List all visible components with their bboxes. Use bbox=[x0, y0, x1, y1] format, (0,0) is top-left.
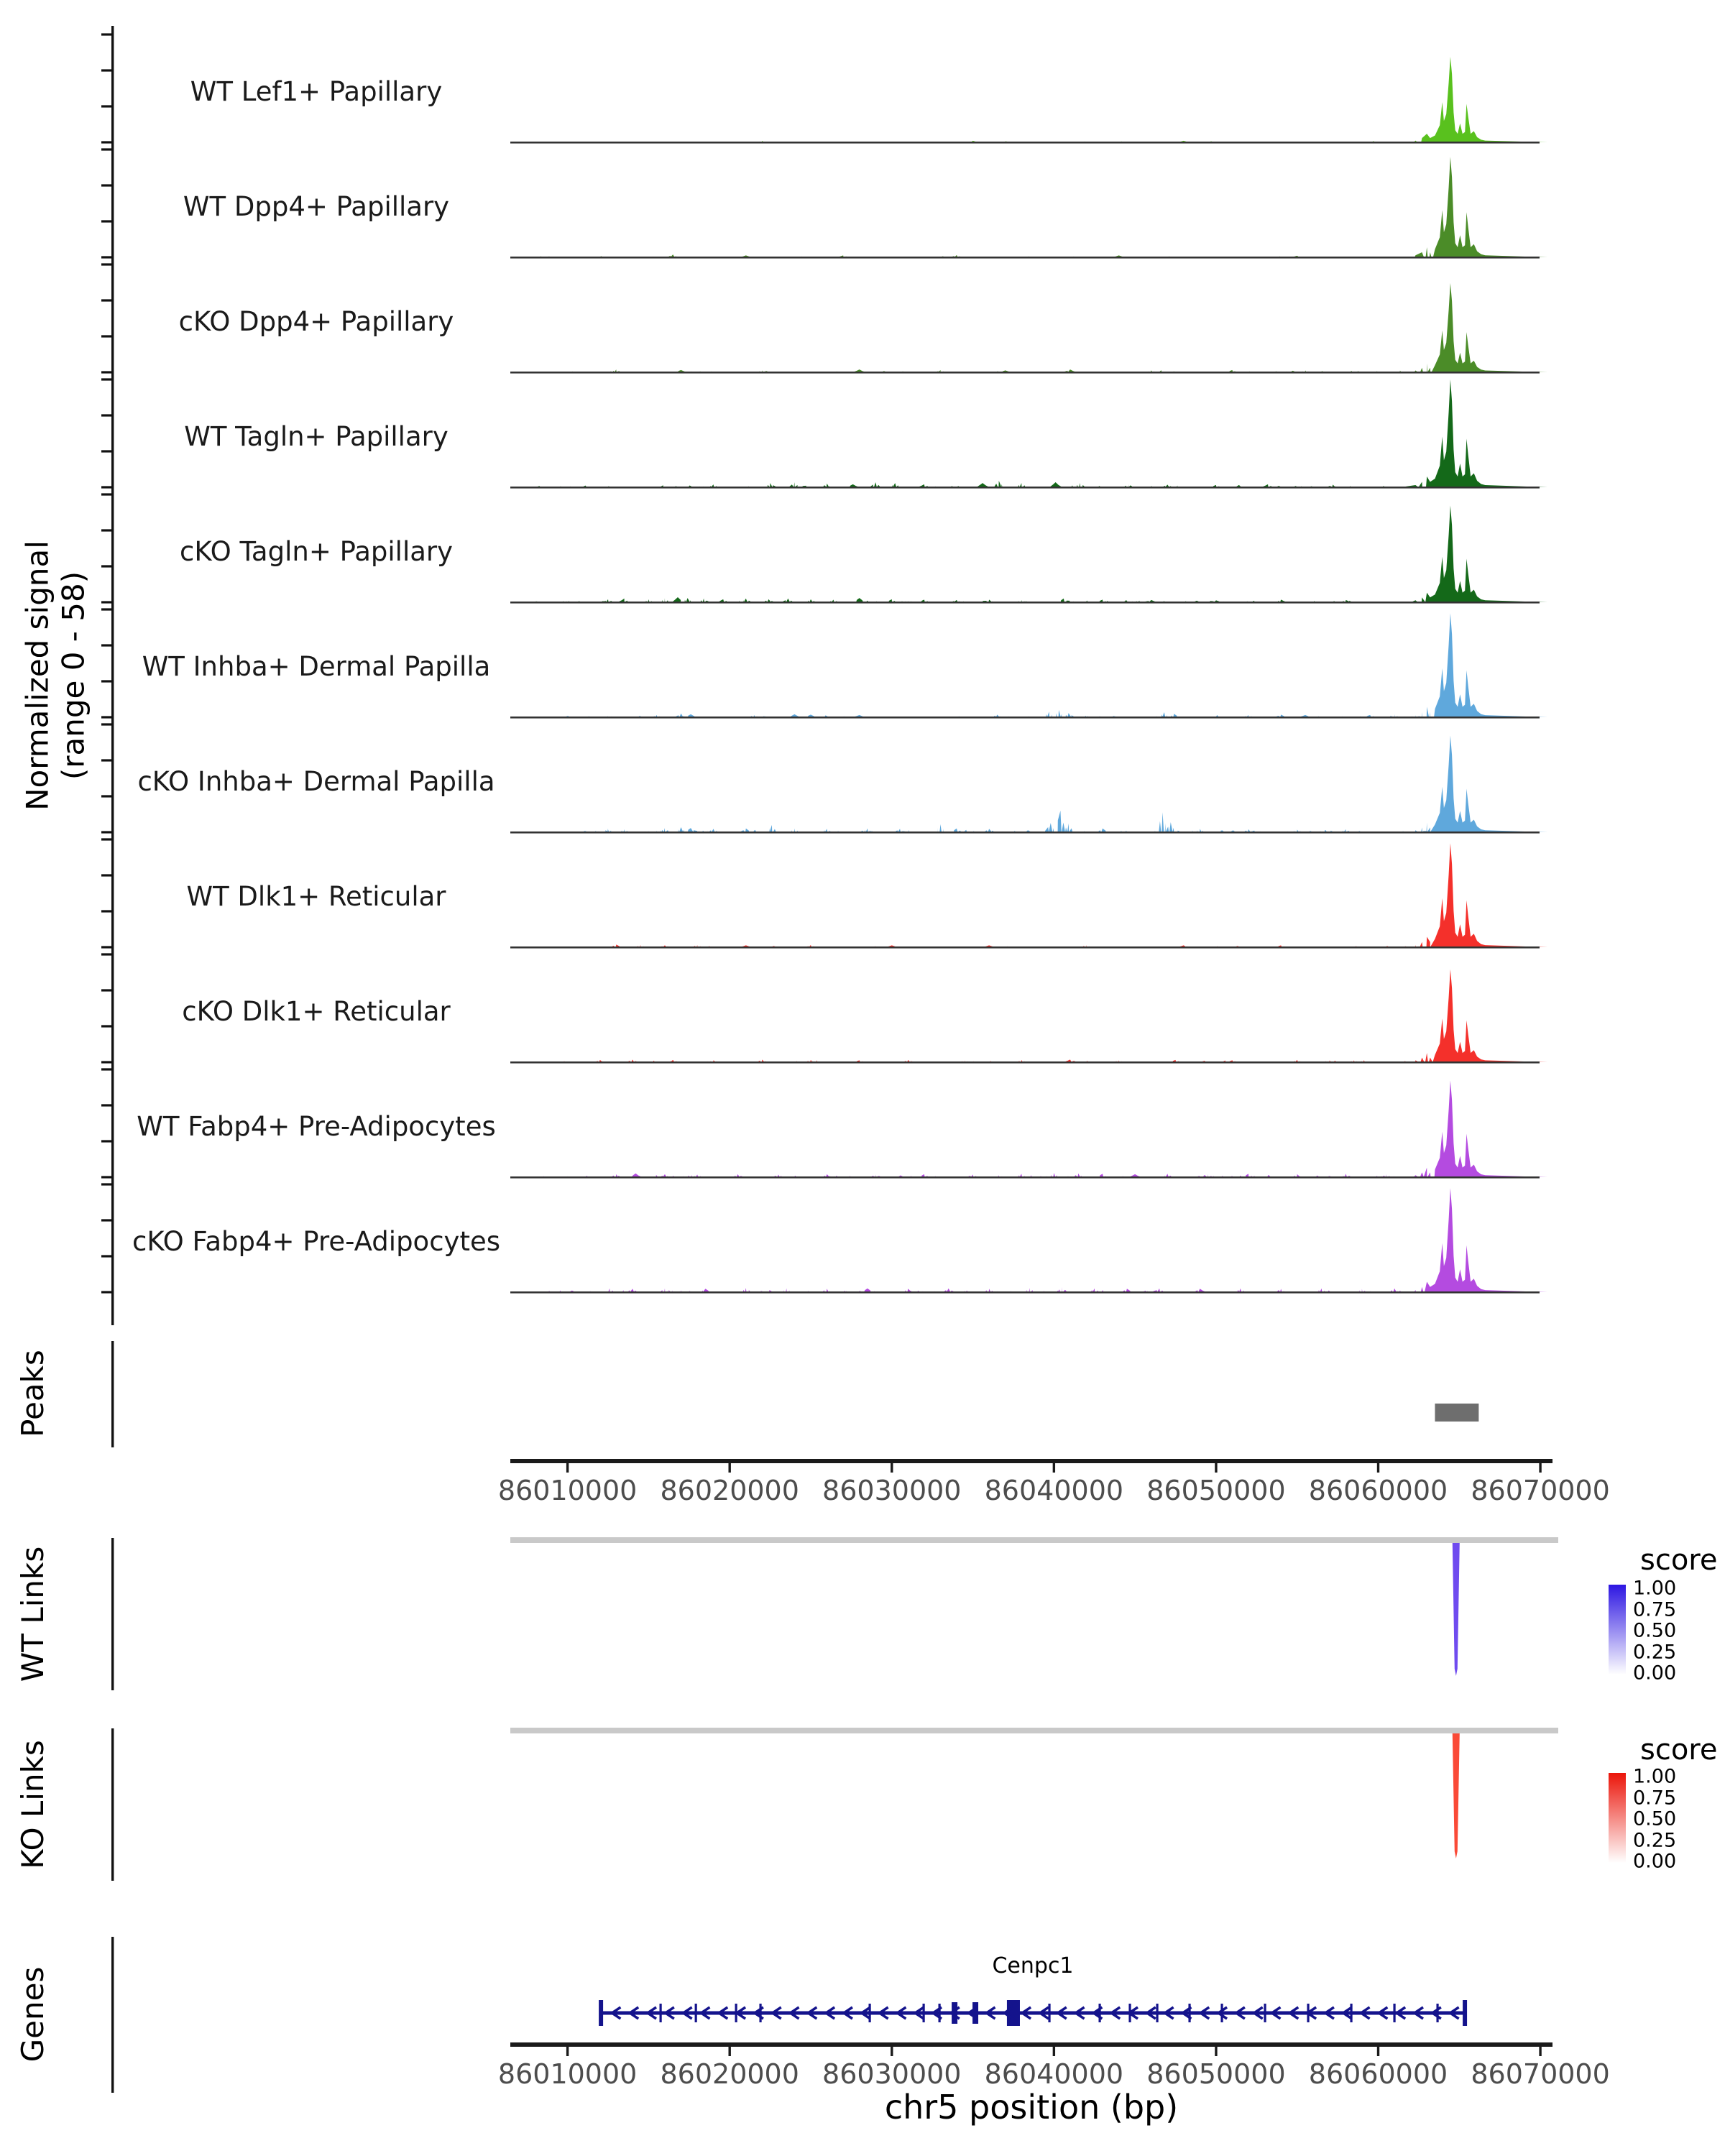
signal-axis-tick bbox=[101, 946, 111, 948]
signal-axis-tick bbox=[101, 263, 111, 265]
top-axis-tick-label: 86070000 bbox=[1471, 1475, 1610, 1506]
signal-axis-title-line1: Normalized signal bbox=[19, 540, 55, 811]
signal-axis-tick bbox=[101, 874, 111, 876]
bottom-axis-tick bbox=[1539, 2047, 1541, 2056]
ko-links-baseline bbox=[510, 1728, 1558, 1733]
bottom-axis-tick bbox=[1215, 2047, 1217, 2056]
ko-score-legend-tick: 0.75 bbox=[1633, 1787, 1677, 1809]
track-label-6: WT Inhba+ Dermal Papilla bbox=[142, 651, 491, 682]
signal-axis-line bbox=[111, 26, 114, 1325]
top-axis-tick bbox=[1053, 1463, 1055, 1473]
track-baseline-2 bbox=[510, 257, 1540, 259]
signal-axis-tick bbox=[101, 486, 111, 488]
bottom-axis-tick bbox=[729, 2047, 731, 2056]
signal-axis-tick bbox=[101, 1183, 111, 1185]
signal-area-8 bbox=[510, 843, 1552, 947]
track-baseline-11 bbox=[510, 1291, 1540, 1294]
signal-axis-tick bbox=[101, 565, 111, 567]
signal-area-2 bbox=[510, 157, 1552, 257]
signal-axis-tick bbox=[101, 953, 111, 955]
signal-axis-tick bbox=[101, 838, 111, 840]
x-axis-title: chr5 position (bp) bbox=[884, 2088, 1179, 2127]
signal-area-5 bbox=[510, 506, 1552, 603]
signal-axis-tick bbox=[101, 105, 111, 107]
signal-axis-tick bbox=[101, 493, 111, 495]
track-baseline-1 bbox=[510, 142, 1540, 144]
top-axis-tick-label: 86020000 bbox=[660, 1475, 799, 1506]
bottom-axis-tick bbox=[566, 2047, 569, 2056]
ko-score-gradient-bar bbox=[1609, 1773, 1626, 1863]
bottom-axis-tick-label: 86050000 bbox=[1146, 2058, 1286, 2090]
track-label-11: cKO Fabp4+ Pre-Adipocytes bbox=[132, 1226, 500, 1257]
peaks-bracket bbox=[111, 1341, 114, 1447]
signal-axis-tick bbox=[101, 608, 111, 610]
signal-axis-tick bbox=[101, 148, 111, 150]
wt-links-panel-label: WT Links bbox=[14, 1546, 50, 1682]
bottom-axis-tick bbox=[1053, 2047, 1055, 2056]
bottom-axis-tick bbox=[1377, 2047, 1379, 2056]
bottom-axis-tick-label: 86020000 bbox=[660, 2058, 799, 2090]
gene-exon-tick bbox=[1436, 2004, 1438, 2022]
wt-score-gradient-bar bbox=[1609, 1585, 1626, 1674]
wt-score-legend-tick: 0.50 bbox=[1633, 1619, 1677, 1642]
gene-exon-tick bbox=[599, 2004, 602, 2022]
track-baseline-7 bbox=[510, 831, 1540, 834]
ko-score-legend-title: score bbox=[1640, 1733, 1718, 1766]
signal-area-3 bbox=[510, 283, 1552, 372]
track-label-10: WT Fabp4+ Pre-Adipocytes bbox=[137, 1111, 496, 1142]
gene-body-line bbox=[601, 2012, 1465, 2015]
wt-score-legend-tick: 1.00 bbox=[1633, 1577, 1677, 1600]
ko-links-bracket bbox=[111, 1728, 114, 1881]
signal-axis-tick bbox=[101, 716, 111, 718]
signal-area-9 bbox=[510, 969, 1552, 1062]
bottom-axis-tick-label: 86070000 bbox=[1471, 2058, 1610, 2090]
gene-exon-tick bbox=[759, 2004, 761, 2022]
track-label-5: cKO Tagln+ Papillary bbox=[179, 536, 454, 567]
signal-axis-tick bbox=[101, 529, 111, 531]
wt-score-legend-tick: 0.25 bbox=[1633, 1641, 1677, 1663]
ko-score-legend-tick: 1.00 bbox=[1633, 1765, 1677, 1788]
top-axis-tick-label: 86010000 bbox=[497, 1475, 638, 1506]
signal-axis-tick bbox=[101, 1025, 111, 1027]
signal-area-4 bbox=[510, 379, 1552, 487]
signal-axis-tick bbox=[101, 1061, 111, 1063]
signal-axis-tick bbox=[101, 378, 111, 380]
genes-panel-label: Genes bbox=[14, 1966, 50, 2063]
ko-score-legend-tick: 0.50 bbox=[1633, 1807, 1677, 1830]
signal-axis-tick bbox=[101, 371, 111, 373]
signal-area-7 bbox=[510, 736, 1552, 833]
signal-axis-tick bbox=[101, 989, 111, 991]
ko-links-panel-label: KO Links bbox=[14, 1740, 50, 1869]
wt-score-legend-title: score bbox=[1640, 1544, 1718, 1577]
bottom-axis-tick-label: 86010000 bbox=[497, 2058, 638, 2090]
signal-axis-tick bbox=[101, 1219, 111, 1221]
signal-axis-tick bbox=[101, 723, 111, 725]
top-axis-tick bbox=[566, 1463, 569, 1473]
signal-axis-tick bbox=[101, 1255, 111, 1257]
wt-links-baseline bbox=[510, 1537, 1558, 1543]
gene-exon-tick bbox=[938, 2004, 940, 2022]
gene-exon-tick bbox=[1220, 2004, 1223, 2022]
bottom-axis-tick-label: 86060000 bbox=[1308, 2058, 1448, 2090]
signal-axis-tick bbox=[101, 335, 111, 337]
signal-axis-tick bbox=[101, 69, 111, 71]
track-baseline-10 bbox=[510, 1176, 1540, 1179]
signal-axis-tick bbox=[101, 1140, 111, 1142]
top-axis-tick-label: 86060000 bbox=[1308, 1475, 1448, 1506]
signal-axis-tick bbox=[101, 184, 111, 186]
wt-score-legend-tick: 0.00 bbox=[1633, 1662, 1677, 1685]
track-baseline-6 bbox=[510, 717, 1540, 719]
signal-axis-title-line2: (range 0 - 58) bbox=[56, 571, 91, 780]
ko-score-legend-tick: 0.00 bbox=[1633, 1850, 1677, 1873]
signal-axis-tick bbox=[101, 1068, 111, 1070]
track-baseline-4 bbox=[510, 487, 1540, 489]
signal-axis-tick bbox=[101, 141, 111, 143]
signal-axis-tick bbox=[101, 759, 111, 761]
signal-axis-tick bbox=[101, 601, 111, 603]
signal-axis-tick bbox=[101, 33, 111, 35]
gene-thick-exon bbox=[1007, 2000, 1020, 2026]
top-axis-tick-label: 86030000 bbox=[822, 1475, 962, 1506]
bottom-axis-line bbox=[510, 2042, 1552, 2047]
signal-axis-tick bbox=[101, 414, 111, 416]
top-axis-tick bbox=[729, 1463, 731, 1473]
gene-exon-tick bbox=[1156, 2004, 1158, 2022]
signal-area-10 bbox=[510, 1081, 1552, 1178]
signal-axis-tick bbox=[101, 450, 111, 452]
wt-score-legend-tick: 0.75 bbox=[1633, 1598, 1677, 1621]
gene-exon-tick bbox=[1350, 2004, 1352, 2022]
track-label-2: WT Dpp4+ Papillary bbox=[183, 191, 450, 222]
signal-area-1 bbox=[510, 57, 1552, 142]
top-axis-tick bbox=[1377, 1463, 1379, 1473]
signal-axis-tick bbox=[101, 644, 111, 646]
signal-axis-tick bbox=[101, 1104, 111, 1106]
track-baseline-8 bbox=[510, 946, 1540, 949]
signal-axis-tick bbox=[101, 680, 111, 682]
bottom-axis-tick bbox=[891, 2047, 893, 2056]
signal-axis-tick bbox=[101, 831, 111, 833]
gene-exon-tick bbox=[1463, 2004, 1466, 2022]
top-axis-line bbox=[510, 1459, 1552, 1463]
track-baseline-9 bbox=[510, 1061, 1540, 1064]
signal-axis-tick bbox=[101, 795, 111, 797]
signal-axis-tick bbox=[101, 1176, 111, 1178]
track-label-9: cKO Dlk1+ Reticular bbox=[182, 996, 451, 1027]
genes-bracket bbox=[111, 1937, 114, 2093]
top-axis-tick bbox=[1539, 1463, 1541, 1473]
peaks-panel-label: Peaks bbox=[14, 1350, 50, 1437]
top-axis-tick-label: 86050000 bbox=[1146, 1475, 1286, 1506]
bottom-axis-tick-label: 86030000 bbox=[822, 2058, 962, 2090]
signal-axis-tick bbox=[101, 1291, 111, 1293]
wt-link-line bbox=[1453, 1543, 1460, 1676]
peak-interval-bar bbox=[1435, 1404, 1478, 1422]
wt-links-bracket bbox=[111, 1538, 114, 1690]
track-baseline-5 bbox=[510, 602, 1540, 604]
top-axis-tick bbox=[891, 1463, 893, 1473]
gene-exon-tick bbox=[1098, 2004, 1100, 2022]
signal-area-6 bbox=[510, 613, 1552, 717]
bottom-axis-tick-label: 86040000 bbox=[984, 2058, 1124, 2090]
gene-exon-tick bbox=[1264, 2004, 1266, 2022]
top-axis-tick bbox=[1215, 1463, 1217, 1473]
gene-exon-tick bbox=[1048, 2004, 1050, 2022]
track-label-1: WT Lef1+ Papillary bbox=[190, 76, 443, 107]
signal-axis-tick bbox=[101, 910, 111, 912]
ko-link-line bbox=[1453, 1733, 1460, 1858]
gene-name-label: Cenpc1 bbox=[992, 1953, 1074, 1978]
signal-axis-tick bbox=[101, 299, 111, 301]
gene-exon-tick bbox=[972, 2002, 978, 2024]
gene-exon-tick bbox=[869, 2004, 871, 2022]
track-label-8: WT Dlk1+ Reticular bbox=[186, 881, 446, 912]
signal-axis-tick bbox=[101, 220, 111, 222]
signal-axis-tick bbox=[101, 256, 111, 258]
track-label-7: cKO Inhba+ Dermal Papilla bbox=[137, 766, 495, 797]
gene-exon-tick bbox=[660, 2004, 662, 2022]
track-label-3: cKO Dpp4+ Papillary bbox=[178, 306, 454, 337]
ko-score-legend-tick: 0.25 bbox=[1633, 1829, 1677, 1851]
top-axis-tick-label: 86040000 bbox=[984, 1475, 1124, 1506]
track-baseline-3 bbox=[510, 372, 1540, 374]
track-label-4: WT Tagln+ Papillary bbox=[184, 421, 448, 452]
gene-exon-tick bbox=[695, 2004, 697, 2022]
signal-area-11 bbox=[510, 1188, 1552, 1292]
